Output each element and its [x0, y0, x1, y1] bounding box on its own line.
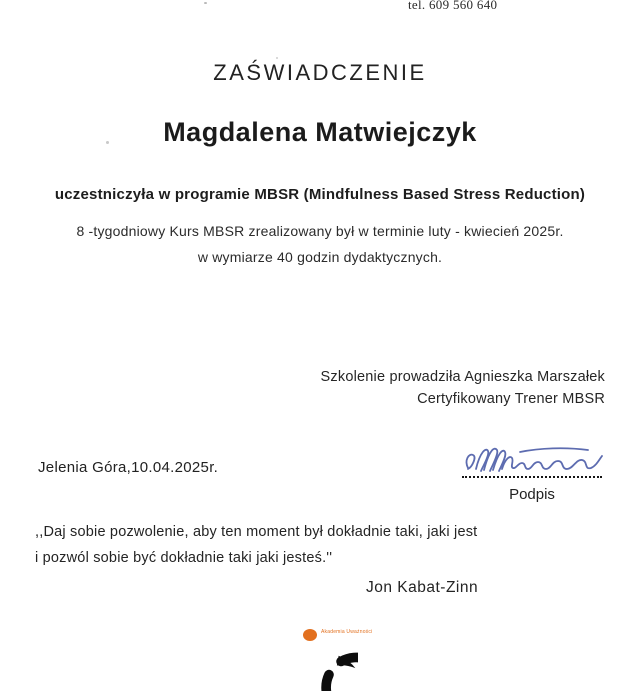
scan-speck	[276, 57, 278, 59]
course-hours-line: w wymiarze 40 godzin dydaktycznych.	[197, 249, 443, 265]
quote-line-1: ,,Daj sobie pozwolenie, aby ten moment był dokładnie taki, jaki jest	[35, 524, 478, 540]
enso-brush-circle-icon	[270, 603, 358, 691]
trainer-credential-line: Certyfikowany Trener MBSR	[417, 391, 605, 407]
certificate-title: ZAŚWIADCZENIE	[213, 60, 427, 85]
quote-author: Jon Kabat-Zinn	[366, 579, 479, 596]
trainer-block	[321, 366, 605, 410]
scan-speck	[204, 2, 207, 4]
course-duration-line: 8 -tygodniowy Kurs MBSR zrealizowany był w terminie luty - kwiecień 2025r.	[76, 223, 564, 239]
signature-label: Podpis	[509, 486, 555, 503]
quote-line-2: i pozwól sobie być dokładnie taki jaki jesteś.''	[35, 550, 333, 566]
header-phone: tel. 609 560 640	[408, 0, 498, 12]
logo	[270, 603, 380, 643]
handwritten-signature-icon	[460, 442, 608, 476]
place-date: Jelenia Góra,10.04.2025r.	[38, 459, 219, 476]
recipient-name: Magdalena Matwiejczyk	[163, 117, 477, 147]
signature-block	[460, 442, 608, 506]
program-line: uczestniczyła w programie MBSR (Mindfulness Based Stress Reduction)	[54, 186, 586, 203]
logo-orange-dot-icon	[303, 629, 317, 641]
signature-dotted-line	[462, 474, 602, 478]
trainer-line: Szkolenie prowadziła Agnieszka Marszałek	[320, 369, 605, 385]
logo-text: Akademia Uważności	[321, 629, 373, 635]
